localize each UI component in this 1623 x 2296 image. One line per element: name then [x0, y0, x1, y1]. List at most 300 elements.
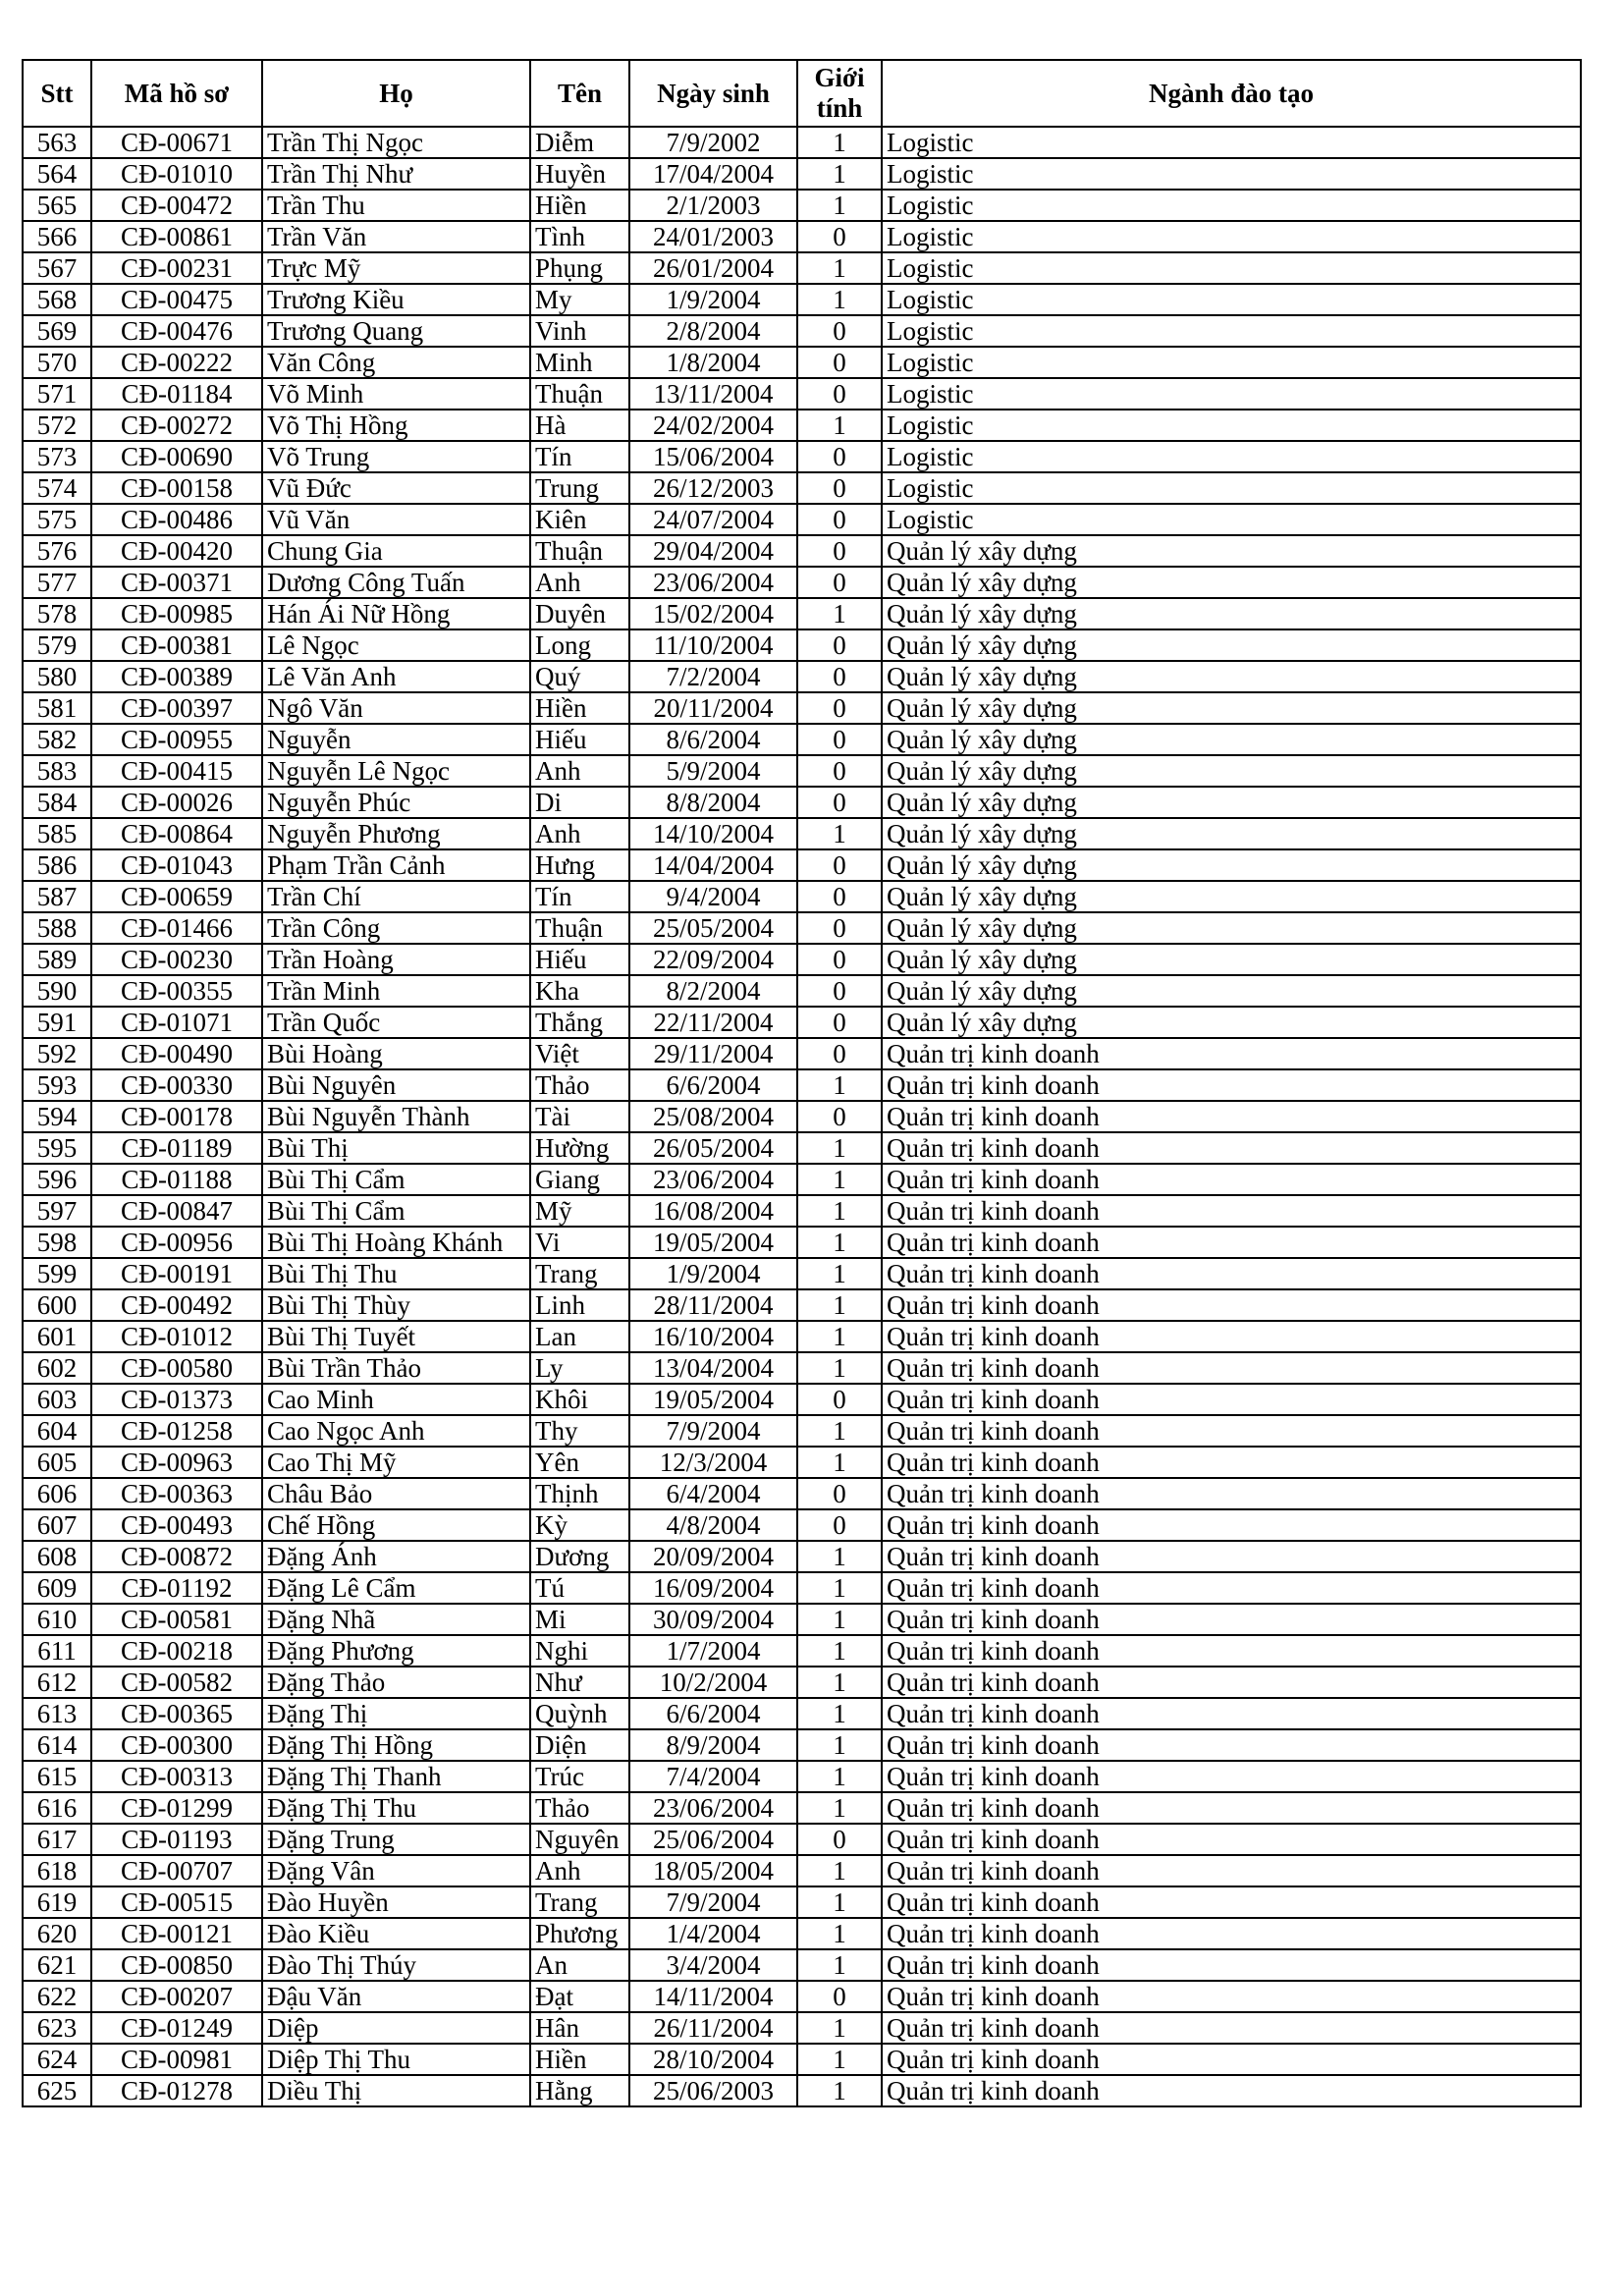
cell-stt: 613 — [23, 1698, 91, 1729]
cell-gender: 1 — [797, 1195, 882, 1227]
cell-last-name: Đặng Thị Thu — [262, 1792, 530, 1824]
cell-stt: 577 — [23, 567, 91, 598]
cell-code: CĐ-00415 — [91, 755, 262, 787]
cell-major: Logistic — [882, 347, 1581, 378]
table-row — [23, 1447, 1581, 1478]
cell-major: Quản lý xây dựng — [882, 849, 1581, 881]
cell-first-name: Dương — [530, 1541, 629, 1572]
table-row — [23, 410, 1581, 441]
cell-last-name: Đặng Phương — [262, 1635, 530, 1667]
cell-stt: 575 — [23, 504, 91, 535]
table-row — [23, 284, 1581, 315]
cell-first-name: Hiền — [530, 692, 629, 724]
cell-code: CĐ-00300 — [91, 1729, 262, 1761]
cell-gender: 1 — [797, 1572, 882, 1604]
cell-stt: 622 — [23, 1981, 91, 2012]
cell-dob: 1/9/2004 — [629, 1258, 797, 1289]
cell-last-name: Trần Văn — [262, 221, 530, 252]
cell-code: CĐ-01249 — [91, 2012, 262, 2044]
cell-gender: 1 — [797, 252, 882, 284]
table-row — [23, 818, 1581, 849]
cell-code: CĐ-00707 — [91, 1855, 262, 1886]
cell-gender: 1 — [797, 284, 882, 315]
cell-last-name: Bùi Thị Thùy — [262, 1289, 530, 1321]
header-stt: Stt — [23, 60, 91, 127]
cell-stt: 572 — [23, 410, 91, 441]
cell-dob: 25/05/2004 — [629, 912, 797, 944]
cell-last-name: Bùi Trần Thảo — [262, 1352, 530, 1384]
cell-last-name: Trần Hoàng — [262, 944, 530, 975]
cell-major: Logistic — [882, 252, 1581, 284]
cell-dob: 14/10/2004 — [629, 818, 797, 849]
cell-first-name: Mỹ — [530, 1195, 629, 1227]
cell-stt: 567 — [23, 252, 91, 284]
cell-stt: 601 — [23, 1321, 91, 1352]
cell-major: Quản trị kinh doanh — [882, 2012, 1581, 2044]
cell-stt: 581 — [23, 692, 91, 724]
cell-dob: 4/8/2004 — [629, 1509, 797, 1541]
cell-stt: 606 — [23, 1478, 91, 1509]
cell-code: CĐ-00420 — [91, 535, 262, 567]
header-last-name: Họ — [262, 60, 530, 127]
table-row — [23, 1824, 1581, 1855]
cell-first-name: Thảo — [530, 1069, 629, 1101]
cell-code: CĐ-01010 — [91, 158, 262, 190]
cell-first-name: Việt — [530, 1038, 629, 1069]
cell-gender: 0 — [797, 849, 882, 881]
cell-dob: 2/8/2004 — [629, 315, 797, 347]
cell-major: Logistic — [882, 127, 1581, 158]
cell-dob: 29/11/2004 — [629, 1038, 797, 1069]
cell-last-name: Võ Trung — [262, 441, 530, 472]
cell-gender: 0 — [797, 755, 882, 787]
cell-dob: 8/9/2004 — [629, 1729, 797, 1761]
cell-code: CĐ-00381 — [91, 629, 262, 661]
table-row — [23, 347, 1581, 378]
cell-last-name: Châu Bảo — [262, 1478, 530, 1509]
cell-gender: 1 — [797, 1132, 882, 1164]
cell-first-name: Duyên — [530, 598, 629, 629]
cell-major: Logistic — [882, 504, 1581, 535]
cell-last-name: Đặng Thị Thanh — [262, 1761, 530, 1792]
cell-last-name: Đặng Vân — [262, 1855, 530, 1886]
cell-dob: 13/11/2004 — [629, 378, 797, 410]
cell-last-name: Bùi Thị — [262, 1132, 530, 1164]
cell-last-name: Trần Công — [262, 912, 530, 944]
cell-first-name: Linh — [530, 1289, 629, 1321]
cell-first-name: Nguyên — [530, 1824, 629, 1855]
cell-last-name: Cao Minh — [262, 1384, 530, 1415]
cell-gender: 1 — [797, 1164, 882, 1195]
cell-first-name: Hà — [530, 410, 629, 441]
cell-stt: 588 — [23, 912, 91, 944]
cell-last-name: Bùi Nguyên — [262, 1069, 530, 1101]
cell-dob: 6/6/2004 — [629, 1069, 797, 1101]
cell-stt: 580 — [23, 661, 91, 692]
cell-stt: 573 — [23, 441, 91, 472]
cell-stt: 619 — [23, 1886, 91, 1918]
cell-gender: 0 — [797, 1007, 882, 1038]
table-row — [23, 1321, 1581, 1352]
cell-first-name: Di — [530, 787, 629, 818]
table-row — [23, 849, 1581, 881]
table-row — [23, 1729, 1581, 1761]
cell-code: CĐ-00365 — [91, 1698, 262, 1729]
cell-dob: 6/4/2004 — [629, 1478, 797, 1509]
cell-last-name: Trần Thị Ngọc — [262, 127, 530, 158]
cell-major: Quản lý xây dựng — [882, 692, 1581, 724]
cell-stt: 584 — [23, 787, 91, 818]
cell-dob: 10/2/2004 — [629, 1667, 797, 1698]
cell-code: CĐ-01071 — [91, 1007, 262, 1038]
cell-last-name: Phạm Trần Cảnh — [262, 849, 530, 881]
cell-first-name: Vi — [530, 1227, 629, 1258]
cell-first-name: Phương — [530, 1918, 629, 1949]
student-roster-table — [22, 59, 1582, 2107]
table-row — [23, 1384, 1581, 1415]
header-gender: Giới tính — [797, 60, 882, 127]
cell-dob: 7/2/2004 — [629, 661, 797, 692]
cell-code: CĐ-00472 — [91, 190, 262, 221]
cell-major: Quản trị kinh doanh — [882, 1541, 1581, 1572]
cell-gender: 1 — [797, 1698, 882, 1729]
cell-major: Quản trị kinh doanh — [882, 1069, 1581, 1101]
cell-major: Quản lý xây dựng — [882, 535, 1581, 567]
cell-last-name: Nguyễn Phương — [262, 818, 530, 849]
cell-gender: 0 — [797, 661, 882, 692]
cell-gender: 0 — [797, 378, 882, 410]
cell-stt: 574 — [23, 472, 91, 504]
cell-code: CĐ-00955 — [91, 724, 262, 755]
cell-first-name: Khôi — [530, 1384, 629, 1415]
table-row — [23, 1101, 1581, 1132]
cell-code: CĐ-00582 — [91, 1667, 262, 1698]
cell-gender: 0 — [797, 944, 882, 975]
cell-code: CĐ-00230 — [91, 944, 262, 975]
cell-last-name: Hán Ái Nữ Hồng — [262, 598, 530, 629]
cell-last-name: Diệp — [262, 2012, 530, 2044]
cell-dob: 23/06/2004 — [629, 1164, 797, 1195]
cell-gender: 1 — [797, 2012, 882, 2044]
cell-code: CĐ-00178 — [91, 1101, 262, 1132]
cell-major: Quản trị kinh doanh — [882, 1164, 1581, 1195]
cell-first-name: Thảo — [530, 1792, 629, 1824]
cell-stt: 615 — [23, 1761, 91, 1792]
cell-stt: 602 — [23, 1352, 91, 1384]
cell-dob: 8/2/2004 — [629, 975, 797, 1007]
table-row — [23, 158, 1581, 190]
cell-stt: 566 — [23, 221, 91, 252]
cell-code: CĐ-01012 — [91, 1321, 262, 1352]
cell-first-name: Trúc — [530, 1761, 629, 1792]
cell-dob: 22/09/2004 — [629, 944, 797, 975]
cell-dob: 25/06/2004 — [629, 1824, 797, 1855]
table-row — [23, 441, 1581, 472]
cell-first-name: Mi — [530, 1604, 629, 1635]
cell-first-name: Long — [530, 629, 629, 661]
cell-gender: 0 — [797, 1038, 882, 1069]
table-row — [23, 190, 1581, 221]
table-row — [23, 252, 1581, 284]
cell-last-name: Dương Công Tuấn — [262, 567, 530, 598]
table-row — [23, 787, 1581, 818]
cell-first-name: Thuận — [530, 535, 629, 567]
cell-major: Logistic — [882, 158, 1581, 190]
cell-code: CĐ-00690 — [91, 441, 262, 472]
cell-stt: 589 — [23, 944, 91, 975]
cell-first-name: Thy — [530, 1415, 629, 1447]
cell-major: Quản trị kinh doanh — [882, 1667, 1581, 1698]
table-row — [23, 567, 1581, 598]
table-row — [23, 1227, 1581, 1258]
cell-last-name: Vũ Văn — [262, 504, 530, 535]
table-row — [23, 1258, 1581, 1289]
cell-code: CĐ-00492 — [91, 1289, 262, 1321]
cell-dob: 7/9/2004 — [629, 1886, 797, 1918]
cell-first-name: Hiền — [530, 190, 629, 221]
cell-stt: 594 — [23, 1101, 91, 1132]
cell-stt: 620 — [23, 1918, 91, 1949]
cell-dob: 16/08/2004 — [629, 1195, 797, 1227]
table-row — [23, 504, 1581, 535]
cell-first-name: Quý — [530, 661, 629, 692]
cell-last-name: Trực Mỹ — [262, 252, 530, 284]
cell-code: CĐ-00355 — [91, 975, 262, 1007]
cell-gender: 1 — [797, 1635, 882, 1667]
cell-code: CĐ-01192 — [91, 1572, 262, 1604]
cell-last-name: Võ Minh — [262, 378, 530, 410]
cell-first-name: Trang — [530, 1886, 629, 1918]
cell-dob: 1/8/2004 — [629, 347, 797, 378]
cell-major: Quản trị kinh doanh — [882, 1635, 1581, 1667]
cell-code: CĐ-00397 — [91, 692, 262, 724]
cell-major: Quản trị kinh doanh — [882, 1509, 1581, 1541]
cell-stt: 597 — [23, 1195, 91, 1227]
cell-code: CĐ-01299 — [91, 1792, 262, 1824]
cell-gender: 0 — [797, 1384, 882, 1415]
cell-gender: 1 — [797, 1227, 882, 1258]
cell-dob: 26/05/2004 — [629, 1132, 797, 1164]
cell-code: CĐ-00191 — [91, 1258, 262, 1289]
cell-first-name: Hường — [530, 1132, 629, 1164]
cell-dob: 22/11/2004 — [629, 1007, 797, 1038]
table-row — [23, 1509, 1581, 1541]
cell-major: Quản trị kinh doanh — [882, 1352, 1581, 1384]
cell-gender: 1 — [797, 818, 882, 849]
cell-code: CĐ-00330 — [91, 1069, 262, 1101]
cell-major: Quản trị kinh doanh — [882, 1258, 1581, 1289]
cell-gender: 1 — [797, 190, 882, 221]
cell-first-name: Trang — [530, 1258, 629, 1289]
cell-dob: 13/04/2004 — [629, 1352, 797, 1384]
table-row — [23, 1478, 1581, 1509]
cell-last-name: Trần Thị Như — [262, 158, 530, 190]
cell-last-name: Chung Gia — [262, 535, 530, 567]
cell-last-name: Lê Ngọc — [262, 629, 530, 661]
cell-stt: 595 — [23, 1132, 91, 1164]
table-row — [23, 944, 1581, 975]
cell-dob: 20/09/2004 — [629, 1541, 797, 1572]
cell-last-name: Đào Kiều — [262, 1918, 530, 1949]
cell-major: Quản lý xây dựng — [882, 661, 1581, 692]
table-row — [23, 692, 1581, 724]
cell-gender: 0 — [797, 472, 882, 504]
cell-gender: 0 — [797, 724, 882, 755]
cell-code: CĐ-00313 — [91, 1761, 262, 1792]
cell-gender: 0 — [797, 787, 882, 818]
cell-stt: 579 — [23, 629, 91, 661]
cell-dob: 7/9/2004 — [629, 1415, 797, 1447]
cell-gender: 1 — [797, 1447, 882, 1478]
cell-stt: 623 — [23, 2012, 91, 2044]
cell-first-name: Huyền — [530, 158, 629, 190]
cell-first-name: Tài — [530, 1101, 629, 1132]
cell-stt: 616 — [23, 1792, 91, 1824]
cell-major: Quản trị kinh doanh — [882, 1949, 1581, 1981]
cell-major: Quản trị kinh doanh — [882, 1384, 1581, 1415]
cell-major: Quản trị kinh doanh — [882, 1729, 1581, 1761]
cell-code: CĐ-00850 — [91, 1949, 262, 1981]
table-row — [23, 1069, 1581, 1101]
header-code: Mã hồ sơ — [91, 60, 262, 127]
cell-code: CĐ-00985 — [91, 598, 262, 629]
cell-major: Quản trị kinh doanh — [882, 1227, 1581, 1258]
cell-first-name: Hằng — [530, 2075, 629, 2106]
cell-last-name: Bùi Thị Cẩm — [262, 1164, 530, 1195]
cell-gender: 1 — [797, 158, 882, 190]
cell-major: Quản trị kinh doanh — [882, 1289, 1581, 1321]
cell-major: Quản lý xây dựng — [882, 629, 1581, 661]
cell-major: Quản trị kinh doanh — [882, 1855, 1581, 1886]
cell-first-name: Anh — [530, 818, 629, 849]
cell-major: Quản trị kinh doanh — [882, 1886, 1581, 1918]
cell-first-name: Kha — [530, 975, 629, 1007]
cell-code: CĐ-01278 — [91, 2075, 262, 2106]
cell-dob: 25/06/2003 — [629, 2075, 797, 2106]
cell-code: CĐ-00581 — [91, 1604, 262, 1635]
cell-last-name: Bùi Thị Tuyết — [262, 1321, 530, 1352]
cell-dob: 17/04/2004 — [629, 158, 797, 190]
cell-last-name: Đào Thị Thúy — [262, 1949, 530, 1981]
cell-major: Quản lý xây dựng — [882, 598, 1581, 629]
cell-code: CĐ-00981 — [91, 2044, 262, 2075]
cell-code: CĐ-00363 — [91, 1478, 262, 1509]
cell-last-name: Trần Thu — [262, 190, 530, 221]
cell-first-name: Yên — [530, 1447, 629, 1478]
cell-dob: 1/9/2004 — [629, 284, 797, 315]
table-row — [23, 1981, 1581, 2012]
cell-major: Quản trị kinh doanh — [882, 1195, 1581, 1227]
cell-last-name: Đặng Trung — [262, 1824, 530, 1855]
cell-dob: 15/06/2004 — [629, 441, 797, 472]
cell-dob: 19/05/2004 — [629, 1227, 797, 1258]
cell-last-name: Đặng Ánh — [262, 1541, 530, 1572]
cell-gender: 0 — [797, 1478, 882, 1509]
cell-dob: 20/11/2004 — [629, 692, 797, 724]
cell-gender: 1 — [797, 1667, 882, 1698]
cell-major: Quản trị kinh doanh — [882, 1918, 1581, 1949]
cell-first-name: Thuận — [530, 378, 629, 410]
cell-last-name: Trương Kiều — [262, 284, 530, 315]
cell-first-name: Anh — [530, 1855, 629, 1886]
cell-code: CĐ-00515 — [91, 1886, 262, 1918]
cell-code: CĐ-00476 — [91, 315, 262, 347]
cell-code: CĐ-00493 — [91, 1509, 262, 1541]
cell-dob: 9/4/2004 — [629, 881, 797, 912]
cell-gender: 0 — [797, 1824, 882, 1855]
cell-first-name: An — [530, 1949, 629, 1981]
cell-stt: 621 — [23, 1949, 91, 1981]
cell-code: CĐ-00389 — [91, 661, 262, 692]
cell-gender: 1 — [797, 1792, 882, 1824]
cell-code: CĐ-01184 — [91, 378, 262, 410]
cell-last-name: Ngô Văn — [262, 692, 530, 724]
cell-stt: 614 — [23, 1729, 91, 1761]
cell-last-name: Nguyễn — [262, 724, 530, 755]
table-row — [23, 881, 1581, 912]
cell-dob: 11/10/2004 — [629, 629, 797, 661]
cell-stt: 590 — [23, 975, 91, 1007]
cell-first-name: Lan — [530, 1321, 629, 1352]
cell-major: Quản lý xây dựng — [882, 881, 1581, 912]
cell-stt: 610 — [23, 1604, 91, 1635]
cell-last-name: Đặng Nhã — [262, 1604, 530, 1635]
table-row — [23, 1038, 1581, 1069]
cell-first-name: Tín — [530, 441, 629, 472]
cell-code: CĐ-00872 — [91, 1541, 262, 1572]
cell-gender: 1 — [797, 1886, 882, 1918]
cell-dob: 6/6/2004 — [629, 1698, 797, 1729]
cell-dob: 7/4/2004 — [629, 1761, 797, 1792]
cell-code: CĐ-00956 — [91, 1227, 262, 1258]
cell-gender: 1 — [797, 1258, 882, 1289]
cell-first-name: Quỳnh — [530, 1698, 629, 1729]
cell-dob: 24/02/2004 — [629, 410, 797, 441]
cell-gender: 1 — [797, 2075, 882, 2106]
cell-major: Quản trị kinh doanh — [882, 1447, 1581, 1478]
cell-major: Quản lý xây dựng — [882, 975, 1581, 1007]
cell-stt: 603 — [23, 1384, 91, 1415]
cell-first-name: Diện — [530, 1729, 629, 1761]
cell-major: Logistic — [882, 221, 1581, 252]
cell-major: Logistic — [882, 190, 1581, 221]
cell-last-name: Diệp Thị Thu — [262, 2044, 530, 2075]
cell-last-name: Bùi Nguyễn Thành — [262, 1101, 530, 1132]
cell-dob: 28/11/2004 — [629, 1289, 797, 1321]
cell-dob: 1/4/2004 — [629, 1918, 797, 1949]
cell-first-name: Anh — [530, 567, 629, 598]
cell-major: Quản trị kinh doanh — [882, 1572, 1581, 1604]
table-row — [23, 535, 1581, 567]
cell-code: CĐ-00486 — [91, 504, 262, 535]
table-row — [23, 1635, 1581, 1667]
cell-code: CĐ-01466 — [91, 912, 262, 944]
cell-first-name: Như — [530, 1667, 629, 1698]
cell-gender: 1 — [797, 410, 882, 441]
cell-major: Quản trị kinh doanh — [882, 1824, 1581, 1855]
table-row — [23, 1761, 1581, 1792]
header-row — [23, 60, 1581, 127]
cell-stt: 624 — [23, 2044, 91, 2075]
table-row — [23, 2044, 1581, 2075]
table-row — [23, 1667, 1581, 1698]
cell-gender: 1 — [797, 1321, 882, 1352]
table-row — [23, 1415, 1581, 1447]
table-row — [23, 1195, 1581, 1227]
cell-major: Quản lý xây dựng — [882, 567, 1581, 598]
cell-code: CĐ-00847 — [91, 1195, 262, 1227]
cell-code: CĐ-00475 — [91, 284, 262, 315]
